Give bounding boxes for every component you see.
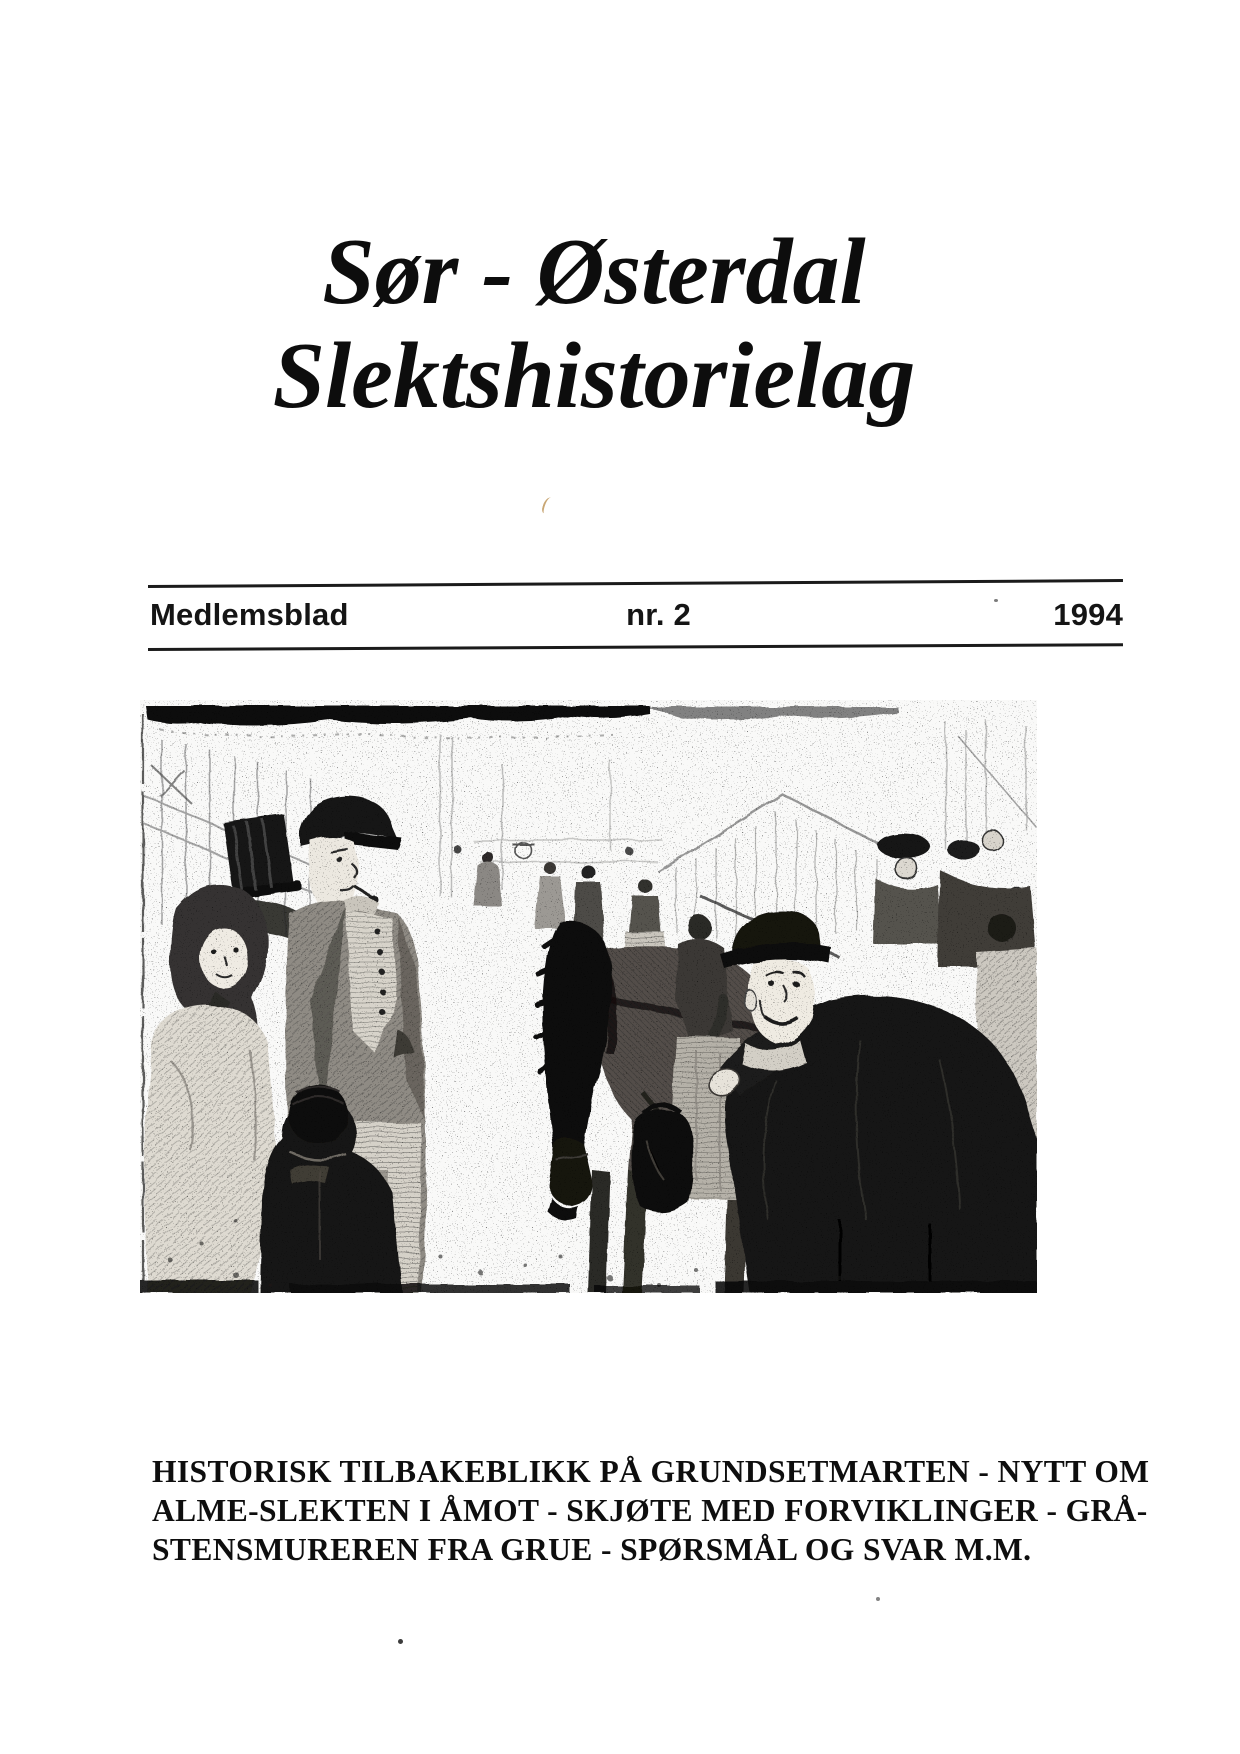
header-rule-bottom [148, 643, 1123, 651]
scan-artifact-squiggle [541, 496, 554, 515]
headline-line-3: STENSMUREREN FRA GRUE - SPØRSMÅL OG SVAR M.M. [152, 1532, 1032, 1567]
scan-artifact-dot [994, 599, 998, 602]
title-line-1: Sør - Østerdal [322, 220, 866, 324]
cover-illustration [140, 700, 1037, 1293]
title-line-2: Slektshistorielag [272, 324, 916, 429]
header-bar [150, 598, 1123, 632]
headline-line-1: HISTORISK TILBAKEBLIKK PÅ GRUNDSETMARTEN - NYTT OM [152, 1454, 1150, 1489]
headline-block [152, 1452, 1150, 1569]
market-scene-drawing [140, 700, 1037, 1293]
issue-number-label: nr. 2 [626, 597, 691, 632]
headline-line-2: ALME-SLEKTEN I ÅMOT - SKJØTE MED FORVIKLINGER - GRÅ- [152, 1493, 1148, 1528]
year-label: 1994 [1053, 597, 1124, 632]
header-rule-top [148, 579, 1123, 588]
publication-type-label: Medlemsblad [150, 597, 349, 632]
masthead-title [0, 220, 1240, 429]
scan-artifact-dot [876, 1597, 880, 1601]
grain-overlay [140, 700, 1037, 1293]
scan-artifact-dot [398, 1639, 403, 1644]
